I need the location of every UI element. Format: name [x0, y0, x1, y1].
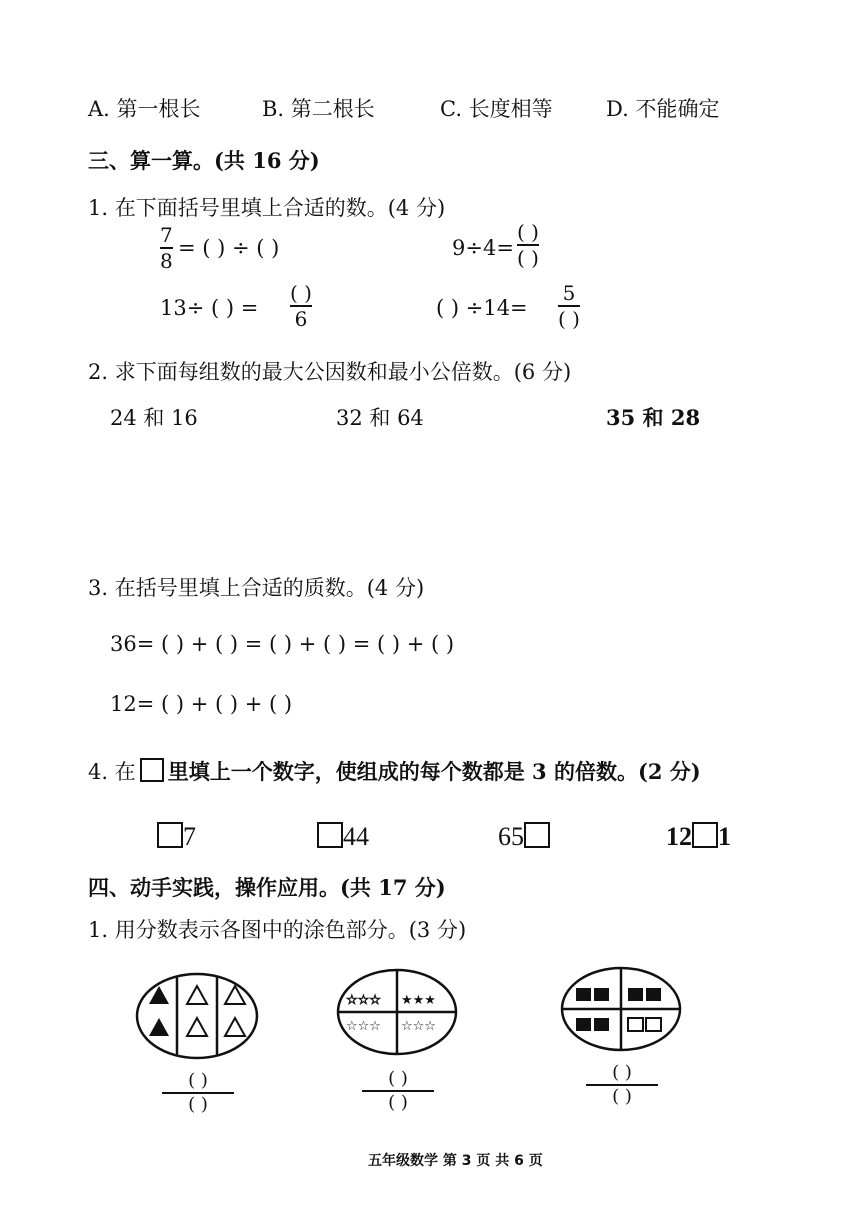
expr-1-rest: = ( ) ÷ ( )	[178, 236, 280, 260]
section-4-title: 四、动手实践，操作应用。(共 17 分)	[88, 875, 446, 900]
fraction-5-blank: 5 ( )	[558, 281, 580, 331]
answer-fraction-2[interactable]: ( ) ( )	[362, 1070, 434, 1112]
page-footer: 五年级数学 第 3 页 共 6 页	[368, 1153, 543, 1169]
expr-3-left: 13÷ ( ) =	[160, 296, 259, 320]
q3-line-1: 36= ( ) + ( ) = ( ) + ( ) = ( ) + ( )	[110, 632, 455, 656]
answer-box[interactable]	[157, 822, 183, 848]
answer-box[interactable]	[317, 822, 343, 848]
star-icon: ☆☆☆	[346, 993, 381, 1008]
section-3-title: 三、算一算。(共 16 分)	[88, 148, 320, 173]
fraction-blank-blank: ( ) ( )	[517, 220, 539, 270]
shaded-cube-icon	[646, 988, 661, 1001]
expr-2-left: 9÷4=	[452, 236, 514, 260]
pair-2: 32 和 64	[336, 406, 424, 430]
shaded-cube-icon	[628, 988, 643, 1001]
q3-title: 3. 在括号里填上合适的质数。(4 分)	[88, 576, 425, 600]
number-3: 65	[498, 822, 550, 852]
triangle-icon	[187, 1018, 207, 1036]
pair-3: 35 和 28	[606, 405, 701, 430]
pair-1: 24 和 16	[110, 406, 198, 430]
q4-title: 4. 在 里填上一个数字，使组成的每个数都是 3 的倍数。(2 分)	[88, 759, 701, 784]
shaded-cube-icon	[576, 1018, 591, 1031]
shaded-star-icon: ★★★	[401, 993, 436, 1008]
option-d: D. 不能确定	[606, 97, 720, 121]
q3-line-2: 12= ( ) + ( ) + ( )	[110, 692, 293, 716]
fraction-blank-6: ( ) 6	[290, 281, 312, 331]
shaded-triangle-icon	[149, 1018, 169, 1036]
number-2: 44	[317, 822, 369, 852]
stars-figure	[336, 968, 458, 1056]
triangle-icon	[225, 1018, 245, 1036]
cubes-figure	[560, 966, 682, 1052]
option-a: A. 第一根长	[88, 97, 201, 121]
option-b: B. 第二根长	[262, 97, 375, 121]
cube-icon	[646, 1018, 661, 1031]
expr-4-left: ( ) ÷14=	[436, 296, 528, 320]
shaded-cube-icon	[576, 988, 591, 1001]
answer-box[interactable]	[692, 822, 718, 848]
number-1: 7	[157, 822, 196, 852]
cube-icon	[628, 1018, 643, 1031]
star-icon: ☆☆☆	[401, 1019, 436, 1034]
q2-title: 2. 求下面每组数的最大公因数和最小公倍数。(6 分)	[88, 360, 572, 384]
shaded-cube-icon	[594, 1018, 609, 1031]
s4-q1-title: 1. 用分数表示各图中的涂色部分。(3 分)	[88, 918, 467, 942]
shaded-cube-icon	[594, 988, 609, 1001]
triangle-icon	[187, 986, 207, 1004]
triangles-figure	[135, 972, 259, 1060]
blank-box-icon	[140, 758, 164, 782]
answer-box[interactable]	[524, 822, 550, 848]
fraction-7-8: 7 8	[160, 223, 173, 273]
star-icon: ☆☆☆	[346, 1019, 381, 1034]
answer-fraction-3[interactable]: ( ) ( )	[586, 1064, 658, 1106]
q1-title: 1. 在下面括号里填上合适的数。(4 分)	[88, 196, 446, 220]
number-4: 12 1	[666, 822, 731, 851]
answer-fraction-1[interactable]: ( ) ( )	[162, 1072, 234, 1114]
option-c: C. 长度相等	[440, 97, 553, 121]
